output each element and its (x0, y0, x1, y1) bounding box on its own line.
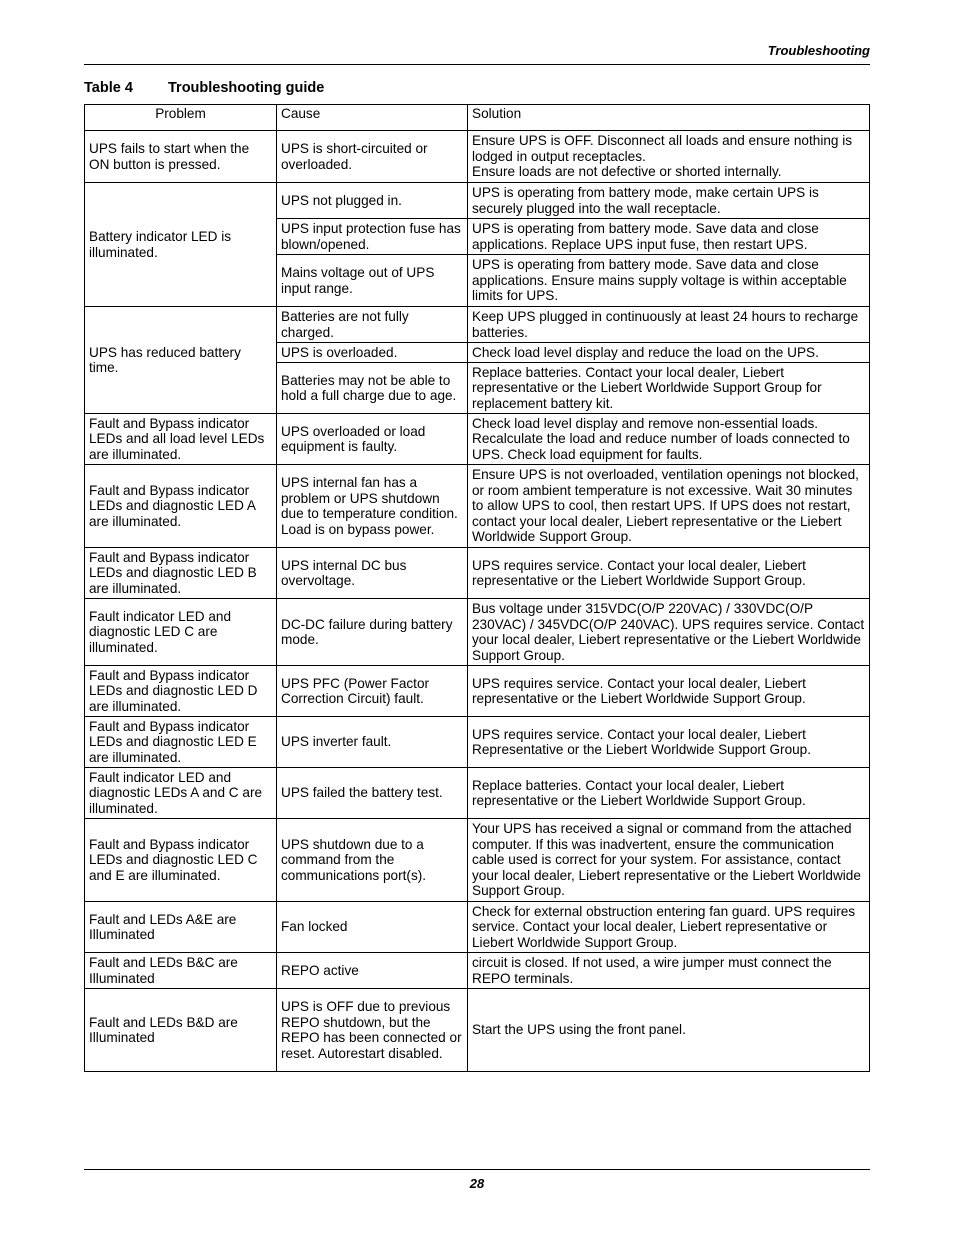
table-row (85, 989, 870, 1072)
table-row (85, 953, 870, 989)
solution-cell: Start the UPS using the front panel. (468, 989, 870, 1072)
table-row (85, 717, 870, 768)
cause-cell: Batteries are not fully charged. (277, 307, 468, 343)
problem-cell: Fault and LEDs B&D are Illuminated (85, 989, 277, 1072)
cause-cell: UPS is overloaded. (277, 343, 468, 363)
problem-cell: Fault and Bypass indicator LEDs and all load level LEDs are illuminated. (85, 414, 277, 465)
troubleshooting-table (84, 104, 870, 1072)
table-row (85, 414, 870, 465)
table-row (85, 666, 870, 717)
table-row (85, 465, 870, 548)
solution-cell: Your UPS has received a signal or command from the attached computer. If this was inadvertent, ensure the communication cable used is correct for your system. For assistance, contact your local dealer, Liebert representative or the Liebert Worldwide Support Group. (468, 819, 870, 902)
table-row (85, 599, 870, 666)
cause-cell: Mains voltage out of UPS input range. (277, 255, 468, 307)
cause-cell: Batteries may not be able to hold a full charge due to age. (277, 363, 468, 414)
table-row (85, 307, 870, 343)
cause-cell: UPS PFC (Power Factor Correction Circuit) fault. (277, 666, 468, 717)
problem-cell: Fault and Bypass indicator LEDs and diagnostic LED B are illuminated. (85, 548, 277, 599)
solution-cell: Replace batteries. Contact your local dealer, Liebert representative or the Liebert Worldwide Support Group for replacement battery kit. (468, 363, 870, 414)
header-divider (84, 64, 870, 65)
problem-cell: Fault and Bypass indicator LEDs and diagnostic LED C and E are illuminated. (85, 819, 277, 902)
cause-cell: REPO active (277, 953, 468, 989)
cause-cell: UPS shutdown due to a command from the communications port(s). (277, 819, 468, 902)
table-number: Table 4 (84, 80, 133, 96)
problem-cell: Fault and Bypass indicator LEDs and diagnostic LED A are illuminated. (85, 465, 277, 548)
solution-cell: UPS requires service. Contact your local dealer, Liebert Representative or the Liebert Worldwide Support Group. (468, 717, 870, 768)
solution-cell: Replace batteries. Contact your local dealer, Liebert representative or the Liebert Worldwide Support Group. (468, 768, 870, 819)
table-row (85, 183, 870, 219)
solution-cell: Check for external obstruction entering fan guard. UPS requires service. Contact your local dealer, Liebert representative or Liebert Worldwide Support Group. (468, 902, 870, 953)
table-title: Troubleshooting guide (168, 80, 325, 96)
column-header-problem: Problem (85, 105, 277, 131)
table-caption (84, 80, 324, 96)
problem-cell: Fault indicator LED and diagnostic LEDs A and C are illuminated. (85, 768, 277, 819)
problem-cell: Fault and LEDs A&E are Illuminated (85, 902, 277, 953)
table-row (85, 548, 870, 599)
cause-cell: UPS internal fan has a problem or UPS shutdown due to temperature condition. Load is on bypass power. (277, 465, 468, 548)
cause-cell: Fan locked (277, 902, 468, 953)
cause-cell: UPS is short-circuited or overloaded. (277, 131, 468, 183)
solution-cell: Ensure UPS is OFF. Disconnect all loads and ensure nothing is lodged in output receptacles. Ensure loads are not defective or shorted internally. (468, 131, 870, 183)
problem-cell: UPS has reduced battery time. (85, 307, 277, 414)
solution-cell: Keep UPS plugged in continuously at least 24 hours to recharge batteries. (468, 307, 870, 343)
solution-cell: UPS requires service. Contact your local dealer, Liebert representative or the Liebert Worldwide Support Group. (468, 548, 870, 599)
cause-cell: UPS failed the battery test. (277, 768, 468, 819)
solution-cell: Check load level display and remove non-essential loads. Recalculate the load and reduce number of loads connected to UPS. Check load equipment for faults. (468, 414, 870, 465)
cause-cell: UPS not plugged in. (277, 183, 468, 219)
cause-cell: UPS overloaded or load equipment is faulty. (277, 414, 468, 465)
solution-cell: UPS is operating from battery mode. Save data and close applications. Ensure mains supply voltage is within acceptable limits for UPS. (468, 255, 870, 307)
solution-cell: Bus voltage under 315VDC(O/P 220VAC) / 330VDC(O/P 230VAC) / 345VDC(O/P 240VAC). UPS requires service. Contact your local dealer, Liebert representative or the Liebert Worldwide Support Group. (468, 599, 870, 666)
solution-cell: Ensure UPS is not overloaded, ventilation openings not blocked, or room ambient temperature is not excessive. Wait 30 minutes to allow UPS to cool, then restart UPS. If UPS does not restart, contact your local dealer, Liebert representative or the Liebert Worldwide Support Group. (468, 465, 870, 548)
column-header-solution: Solution (468, 105, 870, 131)
cause-cell: DC-DC failure during battery mode. (277, 599, 468, 666)
table-row (85, 819, 870, 902)
solution-cell: UPS requires service. Contact your local dealer, Liebert representative or the Liebert Worldwide Support Group. (468, 666, 870, 717)
solution-cell: circuit is closed. If not used, a wire jumper must connect the REPO terminals. (468, 953, 870, 989)
cause-cell: UPS inverter fault. (277, 717, 468, 768)
page-number: 28 (469, 1176, 485, 1191)
table-row (85, 902, 870, 953)
cause-cell: UPS input protection fuse has blown/opened. (277, 219, 468, 255)
table-row (85, 768, 870, 819)
solution-cell: Check load level display and reduce the load on the UPS. (468, 343, 870, 363)
table-header-row (85, 105, 870, 131)
problem-cell: Fault and LEDs B&C are Illuminated (85, 953, 277, 989)
table-row (85, 131, 870, 183)
cause-cell: UPS internal DC bus overvoltage. (277, 548, 468, 599)
problem-cell: UPS fails to start when the ON button is pressed. (85, 131, 277, 183)
problem-cell: Battery indicator LED is illuminated. (85, 183, 277, 307)
cause-cell: UPS is OFF due to previous REPO shutdown, but the REPO has been connected or reset. Autorestart disabled. (277, 989, 468, 1072)
solution-cell: UPS is operating from battery mode, make certain UPS is securely plugged into the wall receptacle. (468, 183, 870, 219)
problem-cell: Fault and Bypass indicator LEDs and diagnostic LED D are illuminated. (85, 666, 277, 717)
running-header: Troubleshooting (767, 43, 870, 58)
footer-divider (84, 1169, 870, 1170)
problem-cell: Fault indicator LED and diagnostic LED C are illuminated. (85, 599, 277, 666)
column-header-cause: Cause (277, 105, 468, 131)
problem-cell: Fault and Bypass indicator LEDs and diagnostic LED E are illuminated. (85, 717, 277, 768)
solution-cell: UPS is operating from battery mode. Save data and close applications. Replace UPS input fuse, then restart UPS. (468, 219, 870, 255)
